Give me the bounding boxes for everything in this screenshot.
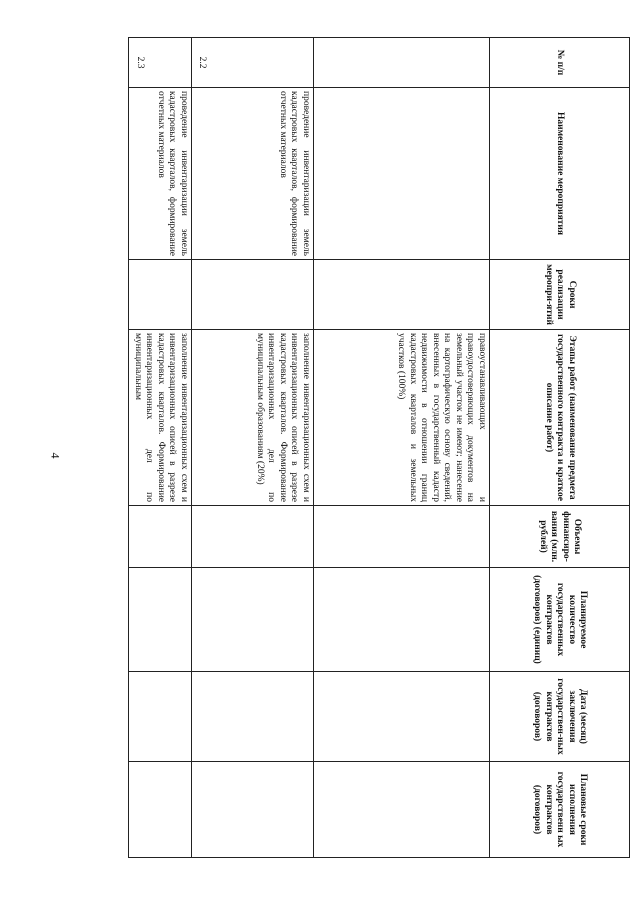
row-contract-date bbox=[192, 672, 314, 762]
header-contract-date: Дата (месяц) заключения государствен-ных контрактов (договоров) bbox=[490, 672, 630, 762]
row-term bbox=[192, 260, 314, 330]
row-contract-count bbox=[192, 568, 314, 672]
row-term bbox=[314, 260, 490, 330]
row-contract-date bbox=[314, 672, 490, 762]
row-stage: заполнение инвентаризационных схем и инвентаризационных описей в разрезе кадастровых кварталов. Формирование инвентаризационных дел по муниципальным образованиям (20%) bbox=[192, 330, 314, 506]
rotated-table-wrapper bbox=[133, 37, 630, 857]
row-contract-count bbox=[129, 568, 192, 672]
row-term bbox=[129, 260, 192, 330]
table-row bbox=[192, 38, 314, 858]
row-funding bbox=[192, 506, 314, 568]
row-num: 2.2 bbox=[192, 38, 314, 88]
header-num: № п/п bbox=[490, 38, 630, 88]
page-number: 4 bbox=[48, 452, 63, 459]
row-name: проведение инвентаризации земель кадастровых кварталов, формирование отчетных материалов bbox=[129, 88, 192, 260]
header-funding: Объемы финансиро-вания (млн. рублей) bbox=[490, 506, 630, 568]
row-name: проведение инвентаризации земель кадастровых кварталов, формирование отчетных материалов bbox=[192, 88, 314, 260]
header-deadline: Плановые сроки исполнения государственн ых контрактов (договоров) bbox=[490, 762, 630, 858]
row-deadline bbox=[192, 762, 314, 858]
row-deadline bbox=[129, 762, 192, 858]
header-stage: Этапы работ (наименование предмета государственного контракта и краткое описание работ) bbox=[490, 330, 630, 506]
header-name: Наименование мероприятия bbox=[490, 88, 630, 260]
row-stage: заполнение инвентаризационных схем и инвентаризационных описей в разрезе кадастровых кварталов. Формирование инвентаризационных дел по муниципальным bbox=[129, 330, 192, 506]
row-contract-date bbox=[129, 672, 192, 762]
table-row bbox=[314, 38, 490, 858]
row-num bbox=[314, 38, 490, 88]
row-num: 2.3 bbox=[129, 38, 192, 88]
row-stage: правоустанавливающих и правоудостоверяющих документов на земельный участок не имеют; нанесение на картографическую основу сведений, внесенных в государственный кадастр недвижимости в отношении границ кадастровых кварталов и земельных участков (100%) bbox=[314, 330, 490, 506]
row-funding bbox=[314, 506, 490, 568]
row-name bbox=[314, 88, 490, 260]
row-deadline bbox=[314, 762, 490, 858]
row-funding bbox=[129, 506, 192, 568]
header-term: Сроки реализации меропри-ятий bbox=[490, 260, 630, 330]
row-contract-count bbox=[314, 568, 490, 672]
header-row bbox=[490, 38, 630, 858]
table-row bbox=[129, 38, 192, 858]
header-contract-count: Планируемое количество государственных контрактов (договоров) (единиц) bbox=[490, 568, 630, 672]
contracts-table bbox=[129, 37, 631, 858]
